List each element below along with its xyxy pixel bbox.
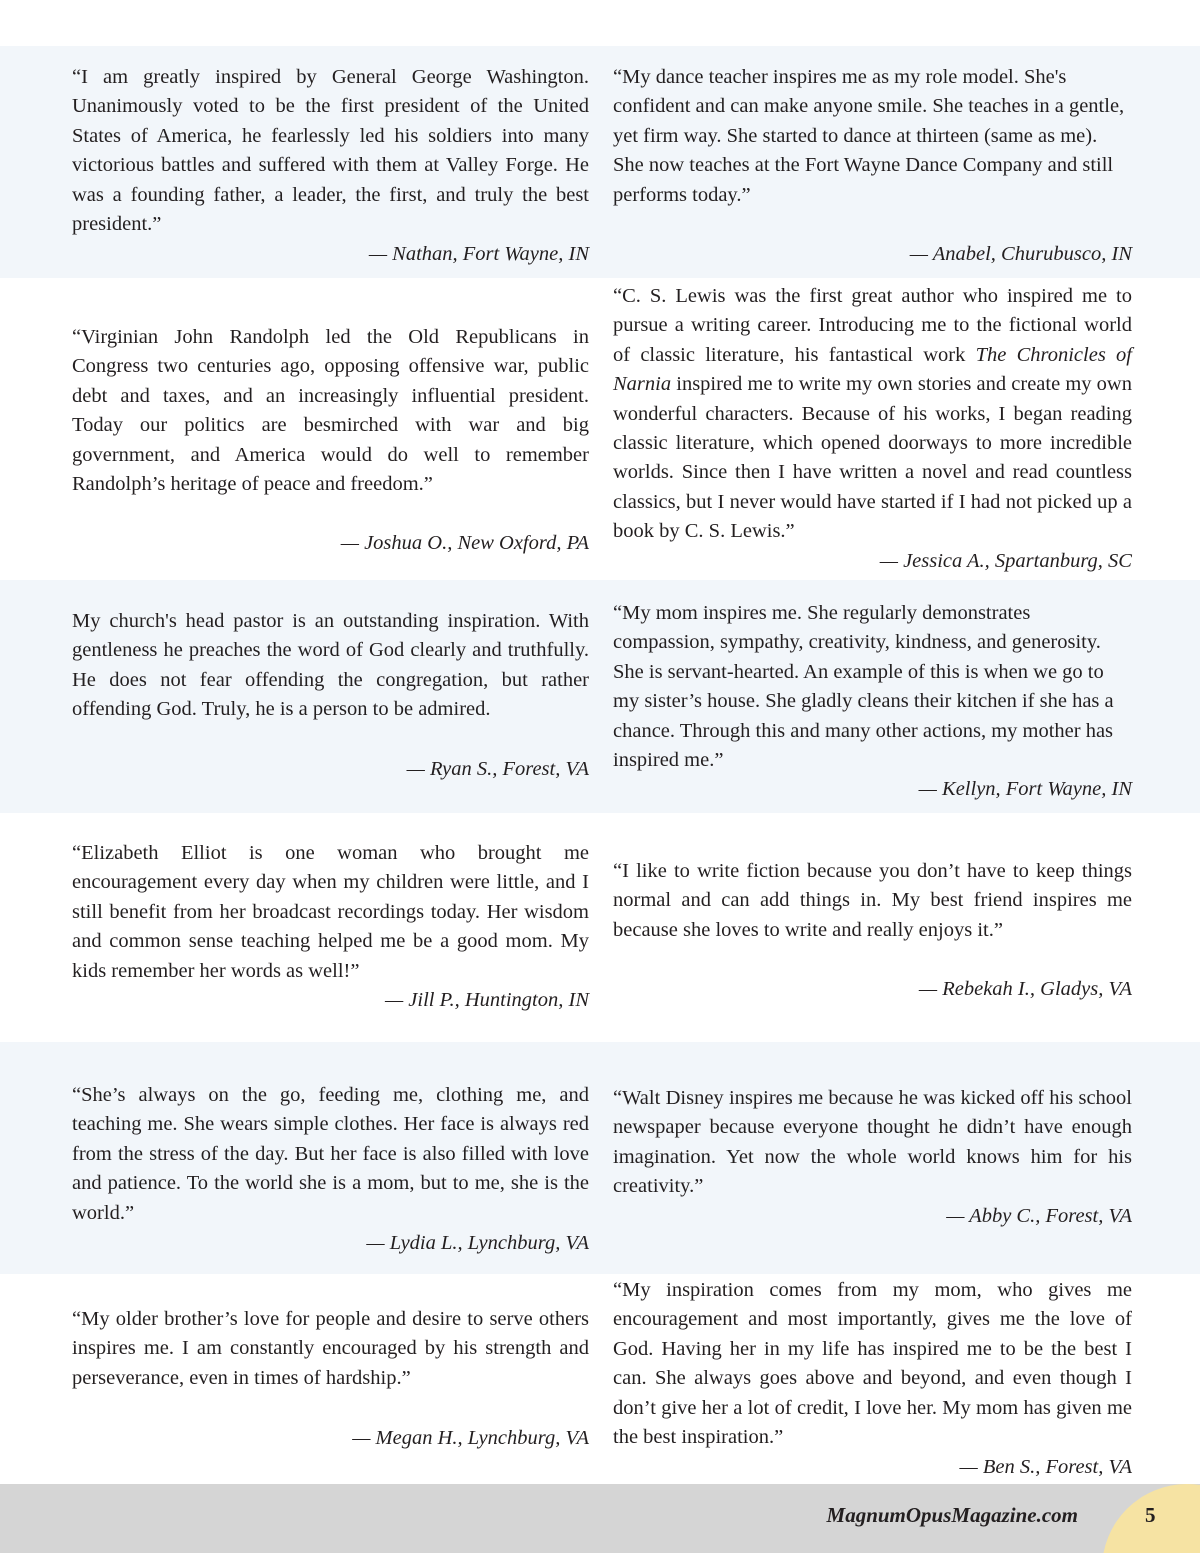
book-title: The Chronicles of Narnia bbox=[613, 343, 1132, 396]
quote-attribution: — Joshua O., New Oxford, PA bbox=[340, 532, 589, 554]
quote-text: “I like to write fiction because you don’t have to keep things normal and can add things in. My best friend inspires me because she loves to write and really enjoys it.” bbox=[613, 860, 1132, 941]
quote-attribution: — Ben S., Forest, VA bbox=[959, 1456, 1132, 1478]
quote-attribution: — Nathan, Fort Wayne, IN bbox=[368, 243, 589, 265]
quote-text: “I am greatly inspired by General George Washington. Unanimously voted to be the first president of the United States of America, he fearlessly led his soldiers into many victorious battles and suffered with them at Valley Forge. He was a founding father, a leader, the first, and truly the best president.” bbox=[72, 66, 589, 236]
page-footer bbox=[0, 1484, 1200, 1553]
quote-text: My church's head pastor is an outstanding inspiration. With gentleness he preaches the word of God clearly and truthfully. He does not fear offending the congregation, but rather offending God. Truly, he is a person to be admired. bbox=[72, 610, 589, 721]
quote-text: “She’s always on the go, feeding me, clothing me, and teaching me. She wears simple clothes. Her face is always red from the stress of the day. But her face is also filled with love and patience. To the world she is a mom, but to me, she is the world.” bbox=[72, 1084, 589, 1224]
quote-text: “My dance teacher inspires me as my role model. She's confident and can make anyone smile. She teaches in a gentle, yet firm way. She started to dance at thirteen (same as me). She now teaches at the Fort Wayne Dance Company and still performs today.” bbox=[613, 66, 1125, 206]
quote-attribution: — Megan H., Lynchburg, VA bbox=[352, 1427, 589, 1449]
quote-text: “My mom inspires me. She regularly demonstrates compassion, sympathy, creativity, kindness, and generosity. She is servant-hearted. An example of this is when we go to my sister’s house. She gladly cleans their kitchen if she has a chance. Through this and many other actions, my mother has inspired me.” bbox=[613, 602, 1114, 772]
quote-attribution: — Anabel, Churubusco, IN bbox=[909, 243, 1132, 265]
page-number: 5 bbox=[1145, 1503, 1156, 1527]
quote-attribution: — Abby C., Forest, VA bbox=[946, 1205, 1132, 1227]
quote-text-part: “C. S. Lewis was the first great author who inspired me to pursue a writing career. Introducing me to the fictional world of classic literature, his fantastical work bbox=[613, 285, 1132, 366]
quote-attribution: — Lydia L., Lynchburg, VA bbox=[366, 1232, 589, 1254]
quote-text: “My inspiration comes from my mom, who gives me encouragement and most importantly, gives me the love of God. Having her in my life has inspired me to be the best I can. She always goes above and beyond, and even though I don’t give her a lot of credit, I love her. My mom has given me the best inspiration.” bbox=[613, 1279, 1132, 1449]
quote-attribution: — Ryan S., Forest, VA bbox=[406, 758, 589, 780]
quote-attribution: — Kellyn, Fort Wayne, IN bbox=[918, 778, 1132, 800]
quote-text: “Virginian John Randolph led the Old Republicans in Congress two centuries ago, opposing offensive war, public debt and taxes, and an increasingly influential president. Today our politics are besmirched with war and big government, and America would do well to remember Randolph’s heritage of peace and freedom.” bbox=[72, 326, 589, 496]
quote-attribution: — Rebekah I., Gladys, VA bbox=[918, 978, 1132, 1000]
website-link[interactable]: MagnumOpusMagazine.com bbox=[826, 1503, 1078, 1527]
quote-text-part: inspired me to write my own stories and create my own wonderful characters. Because of his works, I began reading classic literature, which opened doorways to more incredible worlds. Since then I have written a novel and read countless classics, but I never would have started if I had not picked up a book by C. S. Lewis.” bbox=[613, 373, 1132, 543]
quote-text: “Elizabeth Elliot is one woman who brought me encouragement every day when my children were little, and I still benefit from her broadcast recordings today. Her wisdom and common sense teaching helped me be a good mom. My kids remember her words as well!” bbox=[72, 842, 589, 982]
quote-text: “My older brother’s love for people and desire to serve others inspires me. I am constantly encouraged by his strength and perseverance, even in times of hardship.” bbox=[72, 1308, 589, 1389]
quote-attribution: — Jessica A., Spartanburg, SC bbox=[879, 550, 1132, 572]
quote-attribution: — Jill P., Huntington, IN bbox=[384, 989, 589, 1011]
quote-text: “Walt Disney inspires me because he was kicked off his school newspaper because everyone thought he didn’t have enough imagination. Yet now the whole world knows him for his creativity.” bbox=[613, 1087, 1132, 1198]
quote-text bbox=[613, 282, 1132, 547]
